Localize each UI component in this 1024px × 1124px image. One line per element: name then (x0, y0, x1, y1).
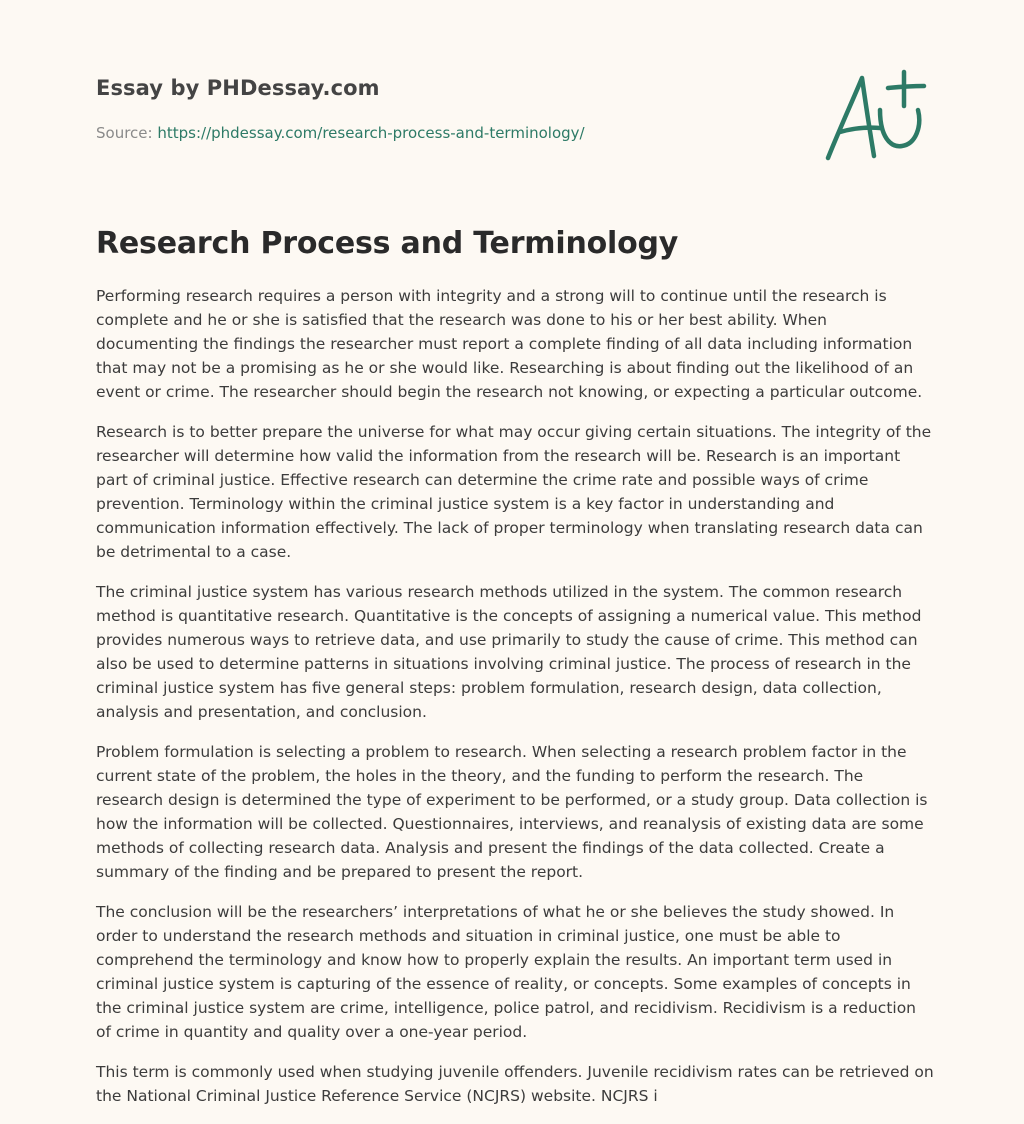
essay-title: Research Process and Terminology (96, 226, 679, 261)
a-plus-icon (822, 66, 928, 166)
essay-paragraph: Research is to better prepare the universe for what may occur giving certain situations. The integrity of the researcher will determine how valid the information from the research will be. Research is an important part of criminal justice. Effective research can determine the crime rate and possible ways of crime prevention. Terminology within the criminal justice system is a key factor in understanding and communication information effectively. The lack of proper terminology when translating research data can be detrimental to a case. (96, 423, 932, 561)
essay-paragraph: Performing research requires a person with integrity and a strong will to continue until the research is complete and he or she is satisfied that the research was done to his or her best ability. When documenting the findings the researcher must report a complete finding of all data including information that may not be a promising as he or she would like. Researching is about finding out the likelihood of an event or crime. The researcher should begin the research not knowing, or expecting a particular outcome. (96, 287, 923, 401)
site-brand: Essay by PHDessay.com (96, 76, 380, 100)
source-line (96, 124, 585, 142)
essay-paragraph: The criminal justice system has various research methods utilized in the system. The common research method is quantitative research. Quantitative is the concepts of assigning a numerical value. This method provides numerous ways to retrieve data, and use primarily to study the cause of crime. This method can also be used to determine patterns in situations involving criminal justice. The process of research in the criminal justice system has five general steps: problem formulation, research design, data collection, analysis and presentation, and conclusion. (96, 583, 922, 721)
essay-paragraph: This term is commonly used when studying juvenile offenders. Juvenile recidivism rates can be retrieved on the National Criminal Justice Reference Service (NCJRS) website. NCJRS i (96, 1063, 934, 1105)
essay-paragraph: Problem formulation is selecting a problem to research. When selecting a research problem factor in the current state of the problem, the holes in the theory, and the funding to perform the research. The research design is determined the type of experiment to be performed, or a study group. Data collection is how the information will be collected. Questionnaires, interviews, and reanalysis of existing data are some methods of collecting research data. Analysis and present the findings of the data collected. Create a summary of the finding and be prepared to present the report. (96, 743, 928, 881)
source-label: Source: (96, 124, 153, 142)
essay-paragraph: The conclusion will be the researchers’ interpretations of what he or she believes the study showed. In order to understand the research methods and situation in criminal justice, one must be able to comprehend the terminology and know how to properly explain the results. An important term used in criminal justice system is capturing of the essence of reality, or concepts. Some examples of concepts in the criminal justice system are crime, intelligence, police patrol, and recidivism. Recidivism is a reduction of crime in quantity and quality over a one-year period. (96, 903, 917, 1041)
source-link[interactable]: https://phdessay.com/research-process-and-terminology/ (157, 124, 585, 142)
essay-body (96, 284, 934, 1124)
